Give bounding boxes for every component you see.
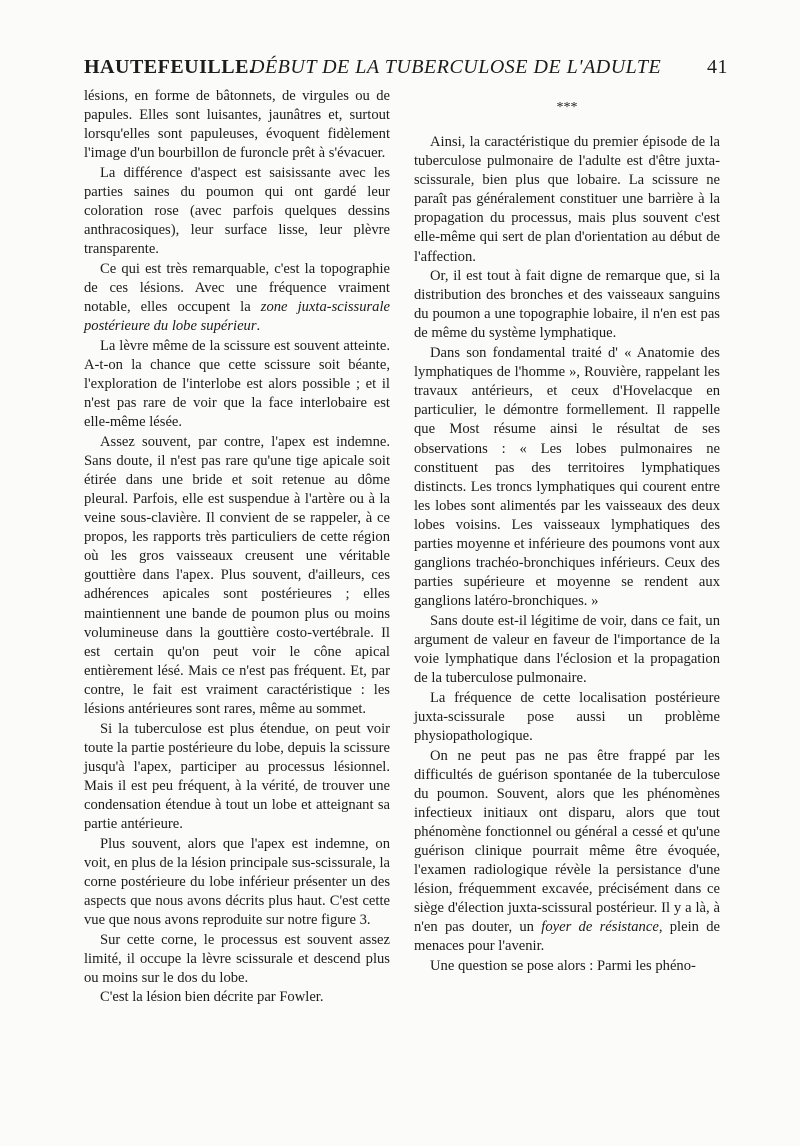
paragraph: Sans doute est-il légitime de voir, dans ce fait, un argument de valeur en faveur de l'importance de la voie lymphatique dans l'éclosion et la propagation de la tuberculose pulmonaire.: [414, 612, 720, 687]
paragraph: Or, il est tout à fait digne de remarque que, si la distribution des bronches et des vaisseaux sanguins du poumon a une topographie lobaire, il n'en est pas de même du système lymphatique.: [414, 268, 720, 342]
header-title: DÉBUT DE LA TUBERCULOSE DE L'ADULTE: [250, 56, 662, 78]
paragraph: [84, 260, 390, 336]
emphasis-text: zone juxta-scissurale postérieure du lobe supérieur: [84, 299, 390, 335]
section-separator: [414, 87, 720, 133]
header-author: HAUTEFEUILLE.: [84, 56, 255, 78]
paragraph: Assez souvent, par contre, l'apex est indemne. Sans doute, il n'est pas rare qu'une tige apicale soit étirée dans une bride et soit retenue au dôme pleural. Parfois, elle est suspendue à l'artère ou à la veine sous-clavière. Il convient de se rappeler, à ce propos, les rapports très particuliers de cette région où les gros vaisseaux creusent une véritable gouttière dans l'apex. Plus souvent, d'ailleurs, ces adhérences apicales sont postérieures ; elles maintiennent une bande de poumon plus ou moins volumineuse dans la gouttière costo-vertébrale. Il est certain qu'on peut voir le cône apical entièrement lésé. Mais ce n'est pas fréquent. Et, par contre, le fait est vraiment caractéristique : les lésions antérieures sont rares, même au sommet.: [84, 433, 390, 717]
left-column: [84, 87, 390, 1008]
emphasis-text: foyer de résistance: [541, 919, 659, 936]
paragraph-end: , plein de menaces pour l'avenir.: [414, 919, 721, 955]
right-column: [414, 87, 720, 976]
page-number: 41: [707, 56, 728, 78]
asterism: ***: [556, 100, 578, 115]
paragraph: Si la tuberculose est plus étendue, on peut voir toute la partie postérieure du lobe, depuis la scissure jusqu'à l'apex, participer au processus lésionnel. Mais il est peu fréquent, à la vérité, de trouver une condensation étendue à tout un lobe et atteignant sa partie antérieure.: [84, 720, 390, 833]
paragraph: Plus souvent, alors que l'apex est indemne, on voit, en plus de la lésion principale sus-scissurale, la corne postérieure du lobe inférieur présenter un des aspects que nous avons décrits plus haut. C'est cette vue que nous avons reproduite sur notre figure 3.: [84, 835, 390, 929]
paragraph: lésions, en forme de bâtonnets, de virgules ou de papules. Elles sont luisantes, jaunâtres et, surtout lorsqu'elles sont papuleuses, évoquent fidèlement l'image d'un bourbillon de furoncle prêt à s'évacuer.: [84, 88, 390, 162]
paragraph: Ainsi, la caractéristique du premier épisode de la tuberculose pulmonaire de l'adulte est d'être juxta-scissurale, bien plus que lobaire. La scissure ne paraît pas généralement constituer une barrière à la propagation du processus, mais plus souvent c'est elle-même qui sert de plan d'orientation au début de l'affection.: [414, 134, 720, 265]
paragraph: Dans son fondamental traité d' « Anatomie des lymphatiques de l'homme », Rouvière, rappelant les travaux antérieurs, et ceux d'Hovelacque en particulier, le démontre formellement. Il rappelle que Most résume ainsi le résultat de ses observations : « Les lobes pulmonaires ne constituent pas des territoires lymphatiques distincts. Les troncs lymphatiques qui courent entre les lobes sont alimentés par les vaisseaux des deux lobes voisins. Les vaisseaux lymphatiques des parties moyenne et inférieure des poumons vont aux ganglions trachéo-bronchiques inférieurs. Ceux des parties supérieure et moyenne se rendent aux ganglions latéro-bronchiques. »: [414, 345, 720, 610]
paragraph: Sur cette corne, le processus est souvent assez limité, il occupe la lèvre scissurale et descend plus ou moins sur le dos du lobe.: [84, 931, 390, 986]
paragraph: La lèvre même de la scissure est souvent atteinte. A-t-on la chance que cette scissure soit béante, l'exploration de l'interlobe est alors possible ; et il n'est pas rare de voir que la face interlobaire est elle-même lésée.: [84, 337, 390, 431]
paragraph: La fréquence de cette localisation postérieure juxta-scissurale pose aussi un problème physiopathologique.: [414, 689, 720, 744]
paragraph-text: On ne peut pas ne pas être frappé par les difficultés de guérison spontanée de la tuberculose du poumon. Souvent, alors que les phénomènes infectieux initiaux ont disparu, alors que tout phénomène fonctionnel ou général a cessé et qu'une guérison clinique pourrait même être évoquée, l'examen radiologique révèle la persistance d'une lésion, fréquemment excavée, précisément dans ce siège d'élection juxta-scissural postérieur. Il y a là, à n'en pas douter, un: [414, 747, 720, 936]
paragraph: C'est la lésion bien décrite par Fowler.: [100, 989, 324, 1006]
running-header: [84, 56, 728, 86]
paragraph-text: Ce qui est très remarquable, c'est la topographie de ces lésions. Avec une fréquence vraiment notable, elles occupent la: [84, 260, 390, 316]
paragraph: Une question se pose alors : Parmi les phéno-: [430, 958, 696, 975]
paragraph-end: .: [256, 318, 261, 335]
paragraph: [414, 747, 720, 957]
paragraph: La différence d'aspect est saisissante avec les parties saines du poumon qui ont gardé leur coloration rose (avec parfois quelques dessins anthracosiques), leur surface lisse, leur plèvre transparente.: [84, 164, 390, 258]
